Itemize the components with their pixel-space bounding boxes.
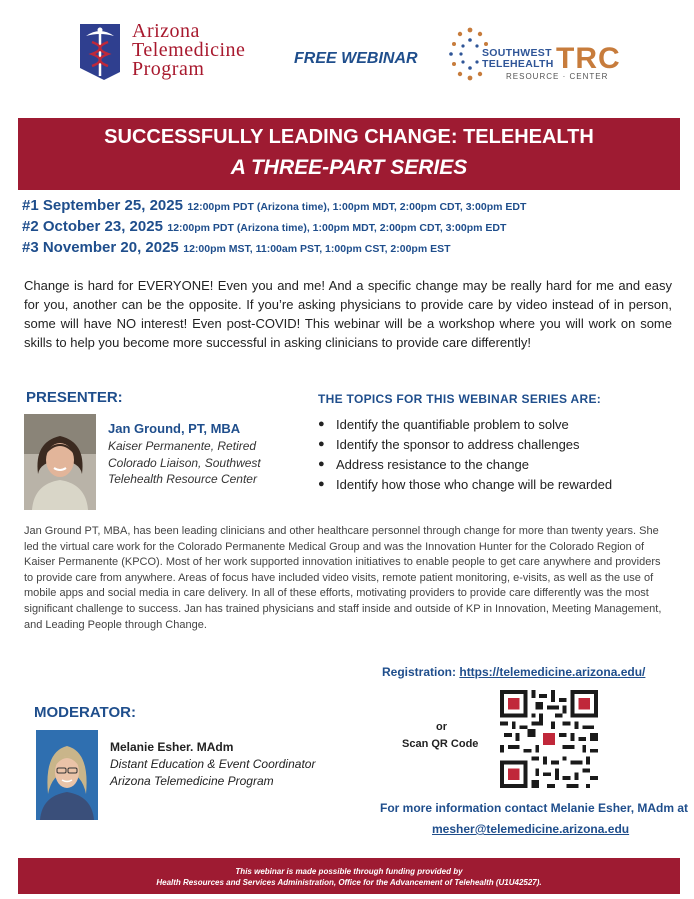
list-item xyxy=(318,474,688,494)
bullet-icon: ● xyxy=(318,458,325,470)
footer-line1: This webinar is made possible through funding provided by xyxy=(235,867,463,876)
session-date: #3 November 20, 2025 xyxy=(22,239,179,256)
trc-logo-text xyxy=(482,48,554,70)
topic-text: Identify the quantifiable problem to solve xyxy=(336,416,569,432)
southwest-trc-logo xyxy=(448,24,648,94)
session-times: 12:00pm PDT (Arizona time), 1:00pm MDT, 2:00pm CDT, 3:00pm EDT xyxy=(187,201,527,213)
topic-text: Address resistance to the change xyxy=(336,456,529,472)
moderator-role: Distant Education & Event Coordinator xyxy=(110,757,316,771)
bullet-icon: ● xyxy=(318,418,325,430)
session-times: 12:00pm MST, 11:00am PST, 1:00pm CST, 2:00pm EST xyxy=(183,243,451,255)
moderator-organization: Arizona Telemedicine Program xyxy=(110,774,274,788)
free-webinar-label: FREE WEBINAR xyxy=(294,50,418,67)
atp-logo-line2: Telemedicine xyxy=(132,39,246,61)
contact-text: For more information contact Melanie Esher, MAdm at xyxy=(380,801,689,815)
footer-line2: Health Resources and Services Administration, Office for the Advancement of Telehealth (U1U42527). xyxy=(156,878,542,887)
bullet-icon: ● xyxy=(318,438,325,450)
topics-list xyxy=(318,414,688,494)
list-item xyxy=(318,454,688,474)
scan-qr-label: Scan QR Code xyxy=(402,738,479,750)
arizona-telemedicine-program-logo xyxy=(76,20,256,86)
presenter-bio: Jan Ground PT, MBA, has been leading clinicians and other healthcare personnel through change for more than twenty years. She led the virtual care work for the Colorado Permanente Medical Group and was the Innovation Hunter for the Colorado Region of Kaiser Permanente (KPCO). Most of her work supported innovation initiatives to enable people to get care anywhere and providers to provide care from anywhere. Areas of focus have included video visits, remote patient monitoring, e-visits, as well as the use of mobile apps and social media in care delivery. In all of these efforts, motivating providers to provide care differently was the most significant challenge to success. Jan has trained physicians and staff inside and outside of KP in Innovation, Meeting Management, and Leading People through Change. xyxy=(24,525,662,631)
moderator-heading: MODERATOR: xyxy=(34,704,136,721)
list-item xyxy=(318,414,688,434)
qr-code-icon[interactable] xyxy=(499,690,599,788)
session-date-row xyxy=(22,218,682,239)
session-dates xyxy=(22,197,682,260)
topic-text: Identify the sponsor to address challenges xyxy=(336,436,580,452)
atp-logo-line1: Arizona xyxy=(132,20,200,42)
presenter-organization: Telehealth Resource Center xyxy=(108,472,257,486)
trc-logo-line3: RESOURCE · CENTER xyxy=(506,72,609,81)
list-item xyxy=(318,434,688,454)
session-date: #2 October 23, 2025 xyxy=(22,218,163,235)
presenter-name: Jan Ground, PT, MBA xyxy=(108,421,241,436)
topics-heading: THE TOPICS FOR THIS WEBINAR SERIES ARE: xyxy=(318,392,602,406)
header xyxy=(0,0,694,118)
session-date: #1 September 25, 2025 xyxy=(22,197,183,214)
atp-logo-line3: Program xyxy=(132,58,205,80)
session-times: 12:00pm PDT (Arizona time), 1:00pm MDT, 2:00pm CDT, 3:00pm EDT xyxy=(167,222,507,234)
moderator-name: Melanie Esher. MAdm xyxy=(110,740,234,754)
registration-link[interactable]: https://telemedicine.arizona.edu/ xyxy=(459,665,646,679)
trc-logo-line2: TELEHEALTH xyxy=(482,58,554,70)
atp-logo-text xyxy=(132,22,245,79)
funding-footer xyxy=(18,858,680,894)
bullet-icon: ● xyxy=(318,478,325,490)
webinar-subtitle: A THREE-PART SERIES xyxy=(230,156,468,179)
caduceus-arizona-icon xyxy=(76,22,126,82)
moderator-photo xyxy=(36,730,98,820)
registration-label: Registration: xyxy=(382,665,457,679)
presenter-photo xyxy=(24,414,96,510)
session-date-row xyxy=(22,197,682,218)
registration-line xyxy=(382,665,645,679)
trc-logo-line1: SOUTHWEST xyxy=(482,47,552,59)
presenter-heading: PRESENTER: xyxy=(26,389,123,406)
topic-text: Identify how those who change will be rewarded xyxy=(336,476,613,492)
session-date-row xyxy=(22,239,682,260)
title-banner xyxy=(18,118,680,190)
contact-email-link[interactable]: mesher@telemedicine.arizona.edu xyxy=(432,822,630,836)
or-label: or xyxy=(436,721,447,733)
intro-paragraph: Change is hard for EVERYONE! Even you and me! And a specific change may be really hard for me and easy for you, another can be the opposite. If you’re asking physicians to provide care by video instead of in person, some will have NO interest! Even post-COVID! This webinar will be a workshop where you will work on some skills to help you become more successful in asking clinicians to provide care differently! xyxy=(24,278,672,350)
presenter-role: Colorado Liaison, Southwest xyxy=(108,456,261,470)
webinar-title: SUCCESSFULLY LEADING CHANGE: TELEHEALTH xyxy=(104,126,594,148)
presenter-affiliation: Kaiser Permanente, Retired xyxy=(108,439,257,453)
trc-logo-acronym: TRC xyxy=(556,42,621,75)
